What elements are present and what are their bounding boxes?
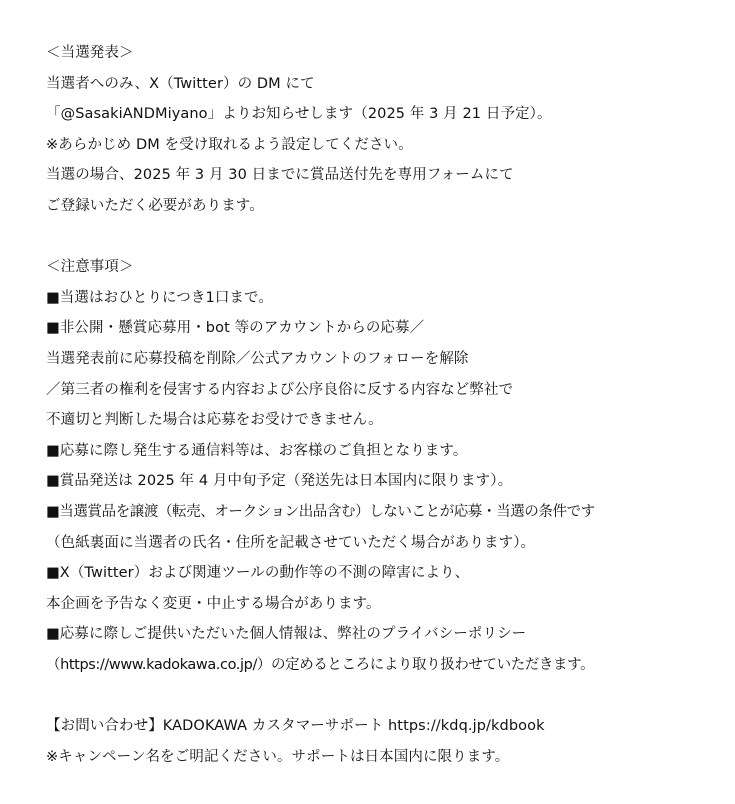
- notes-line: ■当選はおひとりにつき1口まで。: [46, 289, 273, 306]
- notes-line: ■当選賞品を譲渡（転売、オークション出品含む）しないことが応募・当選の条件です: [46, 503, 595, 520]
- notes-line: ■応募に際し発生する通信料等は、お客様のご負担となります。: [46, 442, 468, 459]
- contact-note: ※キャンペーン名をご明記ください。サポートは日本国内に限ります。: [46, 748, 510, 765]
- announcement-line: 「@SasakiANDMiyano」よりお知らせします（2025 年 3 月 21 日予定）。: [46, 106, 552, 123]
- notes-line: ■非公開・懸賞応募用・bot 等のアカウントからの応募／: [46, 320, 425, 337]
- section-spacer: [46, 222, 726, 253]
- notes-line: （色紙裏面に当選者の氏名・住所を記載させていただく場合があります）。: [46, 534, 536, 551]
- notes-line: 本企画を予告なく変更・中止する場合があります。: [46, 595, 381, 612]
- notes-line: ■X（Twitter）および関連ツールの動作等の不測の障害により、: [46, 565, 470, 582]
- section-spacer: [46, 680, 726, 711]
- notes-heading: ＜注意事項＞: [46, 259, 134, 276]
- notes-line: （https://www.kadokawa.co.jp/）の定めるところにより取り扱わせていただきます。: [46, 656, 595, 673]
- notes-line: ／第三者の権利を侵害する内容および公序良俗に反する内容など弊社で: [46, 381, 514, 398]
- announcement-heading: ＜当選発表＞: [46, 45, 134, 61]
- announcement-line: 当選者へのみ、X（Twitter）の DM にて: [46, 75, 315, 92]
- contact-line: 【お問い合わせ】KADOKAWA カスタマーサポート https://kdq.jp/kdbook: [46, 718, 545, 735]
- notes-line: ■応募に際しご提供いただいた個人情報は、弊社のプライバシーポリシー: [46, 626, 527, 643]
- notes-line: ■賞品発送は 2025 年 4 月中旬予定（発送先は日本国内に限ります）。: [46, 473, 513, 490]
- announcement-line: 当選の場合、2025 年 3 月 30 日までに賞品送付先を専用フォームにて: [46, 167, 514, 184]
- announcement-line: ご登録いただく必要があります。: [46, 197, 264, 214]
- notes-line: 当選発表前に応募投稿を削除／公式アカウントのフォローを解除: [46, 350, 469, 367]
- notes-line: 不適切と判断した場合は応募をお受けできません。: [46, 412, 383, 429]
- document-body: [46, 38, 726, 772]
- announcement-line: ※あらかじめ DM を受け取れるよう設定してください。: [46, 136, 413, 153]
